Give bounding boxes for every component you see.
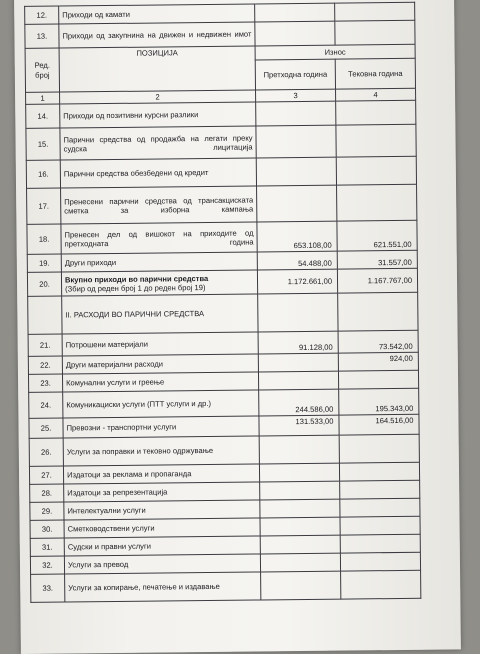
amount-current (338, 370, 418, 389)
row-label: Издатоци за репрезентација (64, 482, 260, 502)
row-number: 21. (28, 334, 62, 356)
amount-current (341, 570, 421, 599)
row-number: 27. (29, 466, 63, 484)
row-label: Други материјални расходи (62, 354, 258, 374)
row-number: 12. (25, 6, 59, 24)
row-label: Судски и правни услуги (64, 536, 260, 556)
amount-current: 621.551,00 (337, 220, 417, 251)
row-number: 32. (30, 556, 64, 574)
amount-current (340, 498, 420, 517)
amount-previous (255, 21, 335, 46)
row-label: Парични средства обезбедени од кредит (60, 158, 256, 188)
row-number: 17. (27, 188, 61, 224)
table-row (27, 184, 417, 224)
row-label: Приходи од камати (59, 4, 255, 24)
amount-current: 31.557,00 (337, 250, 417, 269)
table-row (29, 388, 419, 418)
header-number: Ред. број (25, 48, 59, 92)
amount-current (340, 552, 420, 571)
amount-previous (256, 101, 336, 126)
row-number: 31. (30, 538, 64, 556)
total-label: Вкупно приходи во парични средства (64, 273, 209, 284)
row-number: 15. (26, 128, 60, 160)
amount-current (338, 292, 418, 331)
amount-previous: 653.108,00 (257, 221, 337, 252)
amount-previous: 54.488,00 (257, 251, 337, 270)
amount-current: 195.343,00 (339, 388, 419, 415)
row-label: Пренесен дел од вишокот на приходите од претходната година (61, 222, 257, 254)
amount-current: 1.167.767,00 (337, 268, 417, 293)
row-number: 25. (29, 418, 63, 438)
row-label: Други приходи (61, 252, 257, 272)
amount-previous (260, 553, 340, 572)
row-label: Пренесени парични средства од трансакциската сметка за изборна кампања (61, 186, 257, 224)
index-cell: 2 (60, 90, 256, 104)
row-number: 28. (30, 484, 64, 502)
row-number: 18. (27, 224, 61, 254)
row-label: Издатоци за реклама и пропаганда (63, 464, 259, 484)
index-cell: 1 (26, 92, 60, 104)
amount-previous (256, 157, 336, 186)
amount-previous (259, 435, 339, 464)
row-label: Интелектуални услуги (64, 500, 260, 520)
row-number: 16. (26, 160, 60, 188)
amount-previous (258, 353, 338, 372)
table-row (31, 570, 421, 602)
row-number: 22. (28, 356, 62, 374)
amount-current (337, 184, 417, 221)
amount-current (339, 434, 419, 463)
amount-previous: 244.586,00 (259, 389, 339, 416)
index-cell: 3 (256, 89, 336, 102)
amount-current: 924,00 (338, 352, 418, 371)
row-number: 30. (30, 520, 64, 538)
amount-current: 73.542,00 (338, 330, 418, 353)
row-number: 19. (27, 254, 61, 272)
amount-previous: 91.128,00 (258, 331, 338, 354)
amount-current (335, 2, 415, 21)
header-current-year: Тековна година (335, 58, 415, 89)
row-label: Приходи од закупнина на движен и недвижен имот (59, 22, 255, 48)
row-label: Приходи од позитивни курсни разлики (60, 102, 256, 128)
header-amount: Износ (255, 44, 415, 60)
amount-current (340, 480, 420, 499)
table-row (27, 220, 417, 254)
row-number: 29. (30, 502, 64, 520)
row-label: Услуги за копирање, печатење и издавање (65, 572, 261, 602)
amount-previous (256, 125, 336, 158)
row-number: 33. (31, 574, 65, 602)
amount-previous (260, 517, 340, 536)
row-number: 13. (25, 24, 59, 48)
amount-current (336, 100, 416, 125)
table-row (26, 124, 416, 160)
financial-report-table (24, 2, 421, 603)
amount-current (336, 124, 416, 157)
amount-current (335, 20, 415, 45)
amount-previous (258, 371, 338, 390)
row-label: Услуги за поправки и тековно одржување (63, 436, 259, 466)
amount-previous (260, 535, 340, 554)
amount-current (336, 156, 416, 185)
row-number: 23. (28, 374, 62, 392)
row-label: Комунални услуги и греење (62, 372, 258, 392)
amount-previous (257, 185, 337, 222)
section-title: II. РАСХОДИ ВО ПАРИЧНИ СРЕДСТВА (62, 294, 258, 334)
amount-current (340, 534, 420, 553)
table-row (26, 156, 416, 188)
row-number: 14. (26, 104, 60, 128)
row-label (61, 270, 257, 296)
row-label: Потрошени материјали (62, 332, 258, 356)
row-number (28, 296, 62, 334)
header-position: ПОЗИЦИЈА (59, 46, 255, 92)
amount-previous (260, 481, 340, 500)
amount-current: 164.516,00 (339, 414, 419, 435)
amount-previous (261, 571, 341, 600)
index-cell: 4 (336, 88, 416, 101)
header-previous-year: Претходна година (255, 59, 335, 90)
row-number: 26. (29, 438, 63, 466)
amount-previous (259, 463, 339, 482)
document-page (14, 0, 461, 654)
amount-previous: 131.533,00 (259, 415, 339, 436)
row-number: 20. (27, 272, 61, 296)
amount-previous (260, 499, 340, 518)
row-label: Превозни - транспортни услуги (63, 416, 259, 438)
row-label: Услуги за превод (64, 554, 260, 574)
row-label: Сметководствени услуги (64, 518, 260, 538)
amount-previous: 1.172.661,00 (257, 269, 337, 294)
amount-previous (258, 293, 338, 332)
row-number: 24. (29, 392, 63, 418)
row-label: Комуникациски услуги (ПТТ услуги и др.) (63, 390, 259, 418)
table-row (29, 434, 419, 466)
amount-previous (255, 3, 335, 22)
amount-current (339, 462, 419, 481)
row-label: Парични средства од продажба на легати преку судска лицитација (60, 126, 256, 160)
section-row (28, 292, 418, 334)
amount-current (340, 516, 420, 535)
total-note: (Збир од реден број 1 до реден број 19) (65, 282, 206, 294)
